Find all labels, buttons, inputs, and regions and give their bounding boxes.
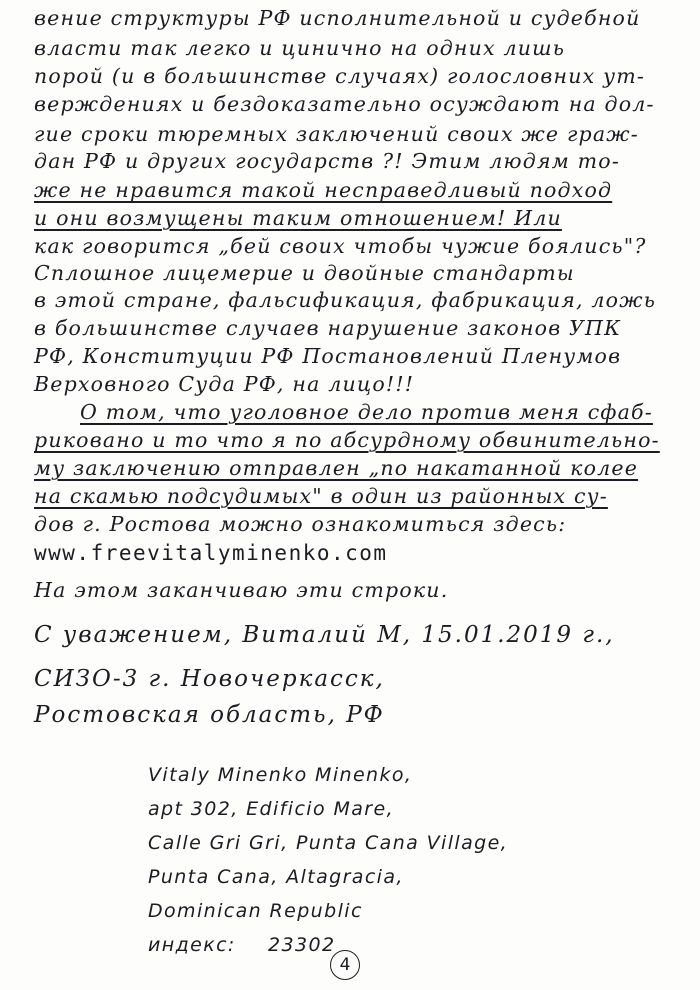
letter-line-16: риковано и то что я по абсурдному обвинительно-	[34, 428, 660, 452]
address-line-1: Vitaly Minenko Minenko,	[148, 764, 413, 786]
letter-line-19: дов г. Ростова можно ознакомиться здесь:	[34, 512, 567, 536]
page-number	[330, 950, 360, 980]
address-line-4: Punta Cana, Altagracia,	[148, 866, 404, 888]
letter-line-8: и они возмущены таким отношением! Или	[34, 206, 562, 230]
website-url: www.freevitalyminenko.com	[34, 541, 388, 565]
letter-line-2: власти так легко и цинично на одних лишь	[34, 36, 566, 60]
letter-line-18: на скамью подсудимых" в один из районных су-	[34, 484, 608, 508]
postal-index-value: 23302	[268, 934, 336, 956]
postal-index-label: индекс:	[148, 934, 236, 956]
letter-line-11: в этой стране, фальсификация, фабрикация, ложь	[34, 288, 657, 312]
letter-line-14: Верховного Суда РФ, на лицо!!!	[34, 372, 415, 396]
letter-line-5: гие сроки тюремных заключений своих же граж-	[34, 122, 639, 146]
letter-line-12: в большинстве случаев нарушение законов УПК	[34, 316, 622, 340]
letter-line-3: порой (и в большинстве случаях) голословних ут-	[34, 64, 645, 88]
signature-location-1: СИЗО-3 г. Новочеркасск,	[34, 666, 385, 692]
signature-greeting: С уважением, Виталий М, 15.01.2019 г.,	[34, 622, 615, 648]
signature-location-2: Ростовская область, РФ	[34, 702, 385, 728]
letter-line-6: дан РФ и других государств ?! Этим людям то-	[34, 149, 620, 173]
address-line-5: Dominican Republic	[148, 900, 363, 922]
page-number-value: 4	[339, 955, 351, 975]
letter-line-17: му заключению отправлен „по накатанной колее	[34, 456, 639, 480]
letter-line-4: верждениях и бездоказательно осуждают на дол-	[34, 92, 655, 116]
letter-line-13: РФ, Конституции РФ Постановлений Пленумов	[34, 344, 622, 368]
closing-line: На этом заканчиваю эти строки.	[34, 578, 449, 602]
letter-line-10: Сплошное лицемерие и двойные стандарты	[34, 261, 575, 285]
address-line-2: apt 302, Edificio Mare,	[148, 798, 395, 820]
letter-line-15: О том, что уголовное дело против меня сфаб-	[80, 400, 653, 424]
address-line-3: Calle Gri Gri, Punta Cana Village,	[148, 832, 509, 854]
letter-line-9: как говорится „бей своих чтобы чужие боялись"?	[34, 234, 647, 258]
letter-line-7: же не нравится такой несправедливый подход	[34, 178, 613, 202]
letter-line-1: вение структуры РФ исполнительной и судебной	[34, 6, 641, 30]
